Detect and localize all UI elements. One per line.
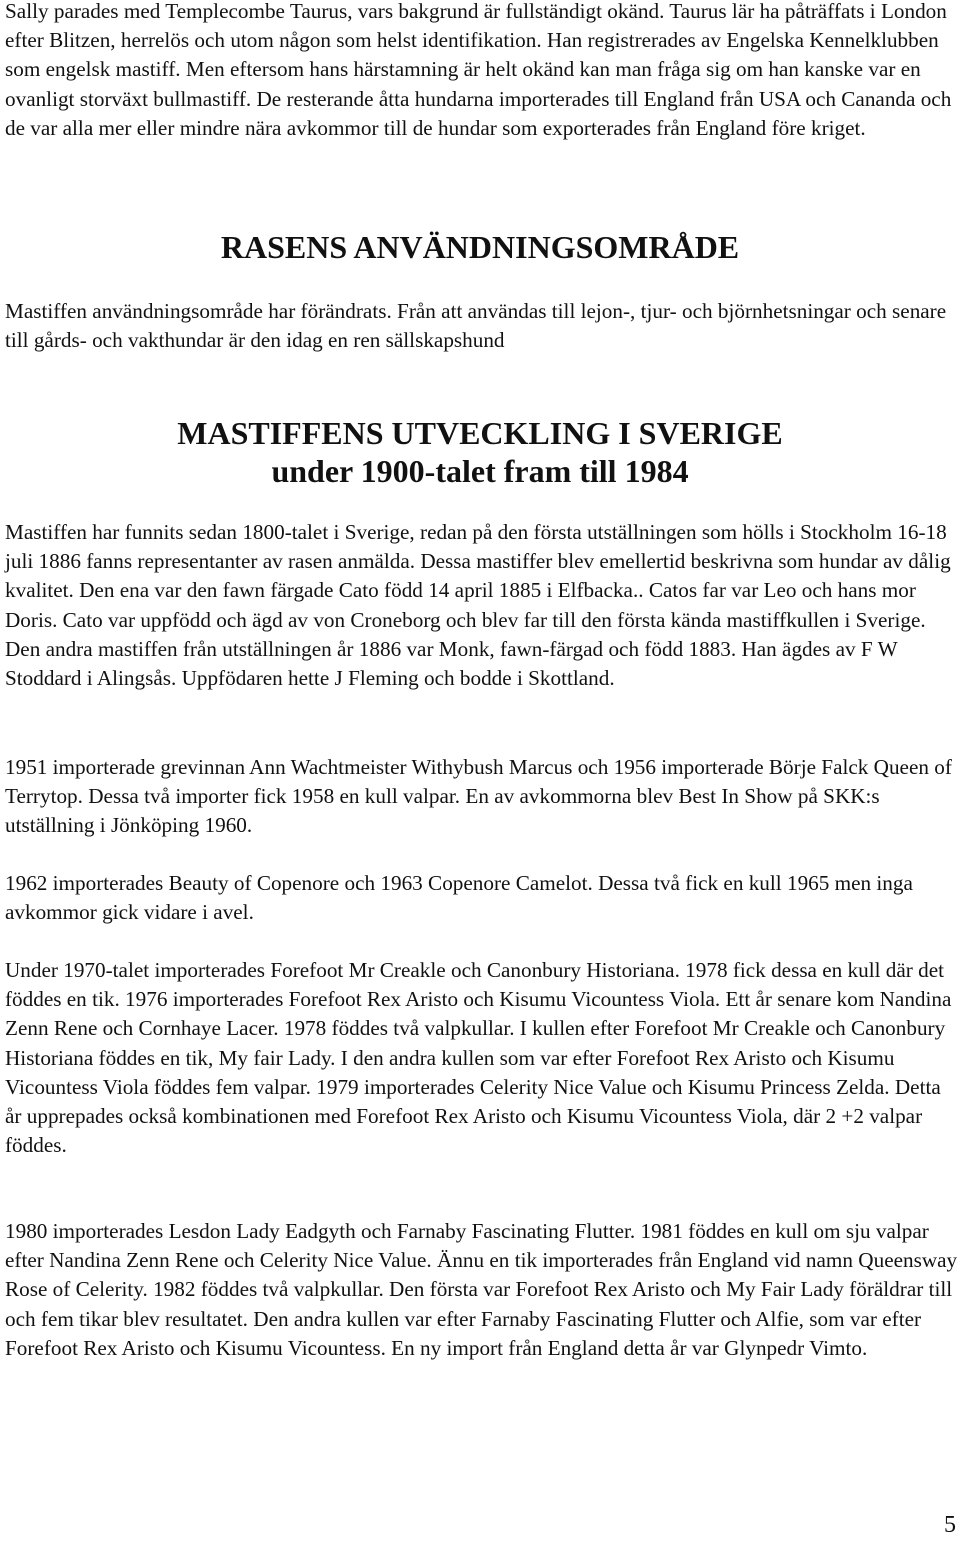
heading-mastiffens-utveckling: MASTIFFENS UTVECKLING I SVERIGE — [177, 415, 783, 451]
intro-paragraph: Sally parades med Templecombe Taurus, vars bakgrund är fullständigt okänd. Taurus lär ha påträffats i London efter Blitzen, herrelös och utom någon som helst identifikation. Han registrerades av Engelska Kennelklubben som engelsk mastiff. Men eftersom hans härstamning är helt okänd kan man fråga sig om han kanske var en ovanligt storväxt bullmastiff. De resterande åtta hundarna importerades till England från USA och Cananda och de var alla mer eller mindre nära avkommor till de hundar som exporterades från England före kriget. — [5, 0, 952, 140]
heading-mastiffens-subtitle: under 1900-talet fram till 1984 — [271, 453, 689, 489]
sverige-history-paragraph: Mastiffen har funnits sedan 1800-talet i Sverige, redan på den första utställningen som hölls i Stockholm 16-18 juli 1886 fanns representanter av rasen anmälda. Dessa mastiffer blev emellertid beskrivna som hundar av dålig kvalitet. Den ena var den fawn färgade Cato född 14 april 1885 i Elfbacka.. Catos far var Leo och hans mor Doris. Cato var uppfödd och ägd av von Croneborg och blev far till den första kända mastiffkullen i Sverige. Den andra mastiffen från utställningen år 1886 var Monk, fawn-färgad och född 1883. Han ägdes av F W Stoddard i Alingsås. Uppfödaren hette J Fleming och bodde i Skottland. — [5, 520, 951, 691]
paragraph-1962: 1962 importerades Beauty of Copenore och 1963 Copenore Camelot. Dessa två fick en kull 1965 men inga avkommor gick vidare i avel. — [5, 871, 913, 925]
paragraph-1980s: 1980 importerades Lesdon Lady Eadgyth och Farnaby Fascinating Flutter. 1981 föddes en kull om sju valpar efter Nandina Zenn Rene och Celerity Nice Value. Ännu en tik importerades från England vid namn Queensway Rose of Celerity. 1982 föddes två valpkullar. Den första var Forefoot Rex Aristo och My Fair Lady föräldrar till och fem tikar blev resultatet. Den andra kullen var efter Farnaby Fascinating Flutter och Alfie, som var efter Forefoot Rex Aristo och Kisumu Vicountess. En ny import från England detta år var Glynpedr Vimto. — [5, 1219, 958, 1360]
heading-rasens-anvandningsomrade: RASENS ANVÄNDNINGSOMRÅDE — [220, 229, 740, 265]
rasens-paragraph: Mastiffen användningsområde har förändrats. Från att användas till lejon-, tjur- och björnhetsningar och senare till gårds- och vakthundar är den idag en ren sällskapshund — [5, 299, 947, 353]
paragraph-1970s: Under 1970-talet importerades Forefoot Mr Creakle och Canonbury Historiana. 1978 fick dessa en kull där det föddes en tik. 1976 importerades Forefoot Rex Aristo och Kisumu Vicountess Viola. Ett år senare kom Nandina Zenn Rene och Cornhaye Lacer. 1978 föddes två valpkullar. I kullen efter Forefoot Mr Creakle och Canonbury Historiana föddes en tik, My fair Lady. I den andra kullen som var efter Forefoot Rex Aristo och Kisumu Vicountess Viola föddes fem valpar. 1979 importerades Celerity Nice Value och Kisumu Princess Zelda. Detta år upprepades också kombinationen med Forefoot Rex Aristo och Kisumu Vicountess Viola, där 2 +2 valpar föddes. — [5, 958, 952, 1158]
page-number: 5 — [944, 1512, 956, 1538]
paragraph-1951: 1951 importerade grevinnan Ann Wachtmeister Withybush Marcus och 1956 importerade Börje Falck Queen of Terrytop. Dessa två importer fick 1958 en kull valpar. En av avkommorna blev Best In Show på SKK:s utställning i Jönköping 1960. — [5, 755, 952, 838]
